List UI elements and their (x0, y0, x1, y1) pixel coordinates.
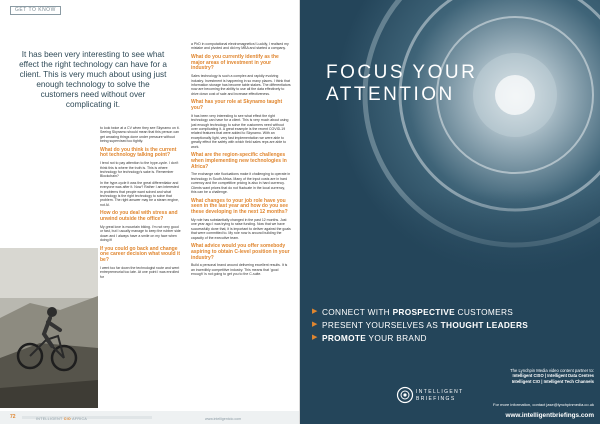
publication-name (36, 417, 87, 421)
benefit-text: PRESENT YOURSELVES AS THOUGHT LEADERS (322, 319, 529, 330)
benefit-item (312, 318, 592, 331)
page-number: 72 (10, 414, 16, 420)
paragraph: Build a personal brand around delivering excellent results. It is an incredibly competitive industry. This means that 'good enough' is not going to get you to the C-suite. (191, 263, 288, 277)
paragraph: a PhD in computational electromagnetics! Luckily, I realised my mistake and pivoted and did my MBA and started a company. (191, 42, 289, 51)
paragraph: My great love is mountain biking. I'm not very good or fast, but I usually manage to keep the rubber side down and I always have a smile on my face when doing it! (100, 224, 181, 243)
question-heading: What changes to your job role have you seen in the last year and how do you see these developing in the next 12 months? (191, 197, 288, 216)
benefit-text: CONNECT WITH PROSPECTIVE CUSTOMERS (322, 306, 514, 317)
mountain-bike-photo (0, 248, 98, 408)
question-heading: If you could go back and change one career decision what would it be? (100, 245, 181, 264)
contact-line[interactable]: For more information, contact jase@lynchpinmedia.co.uk (493, 402, 594, 407)
headline-line-2: ATTENTION (326, 84, 455, 105)
advert-page (300, 0, 600, 424)
article-column-2 (191, 42, 291, 279)
page-footer (0, 411, 300, 424)
arrow-icon: ▶ (312, 321, 318, 328)
benefit-list (312, 305, 592, 344)
partner-line: Intelligent CISO | Intelligent Data Centres (512, 373, 594, 379)
question-heading: What are the region-specific challenges when implementing new technologies in Africa? (191, 152, 287, 170)
partner-block (468, 368, 594, 384)
question-heading: What do you currently identify as the major areas of investment in your industry? (191, 53, 279, 72)
intelligent-briefings-logo-icon (396, 386, 414, 404)
question-heading: What do you think is the current hot technology talking point? (100, 146, 177, 159)
paragraph: I went too far down the technologist route and went entrepreneurial too late. At one point I was enrolled for (100, 265, 180, 279)
logo-line-2: BRIEFINGS (416, 395, 456, 402)
headline-line-1: FOCUS YOUR (326, 62, 478, 83)
partner-line: Intelligent CIO | Intelligent Tech Channels (511, 378, 594, 384)
benefit-item (312, 305, 592, 318)
paragraph: The exchange rate fluctuations make it challenging to operate in technology in South Africa. Many of the input costs are in hard currency and the competitive pricing is also in hard currency. Clients want prices that do not fluctuate in the local currency, this can be a challenge. (191, 172, 291, 195)
ad-headline (326, 62, 586, 106)
footer-url[interactable]: www.intelligentcio.com (205, 417, 242, 421)
publication-prefix: INTELLIGENT (36, 417, 63, 421)
brand-logo-text (416, 389, 464, 402)
pull-quote: It has been very interesting to see what effect the right technology can have for a client. This is very much about using just enough technology to solve the customers need without over complicating it. (19, 50, 167, 109)
paragraph: Sales technology is such a complex and rapidly evolving industry. Investment is happening in so many places. I think that information storage has become table stakes. The differentiators now are becoming the ability to use all the data effectively to drive down cost of sale and increase effectiveness. (191, 74, 291, 96)
benefit-text: PROMOTE YOUR BRAND (322, 332, 427, 343)
website-link[interactable]: www.intelligentbriefings.com (505, 412, 594, 419)
cyclist-illustration (0, 248, 98, 408)
publication-highlight: CIO (63, 417, 72, 421)
advertisement (300, 0, 600, 424)
arrow-icon: ▶ (312, 334, 318, 341)
publication-suffix: AFRICA (72, 417, 88, 421)
question-heading: What has your role at Skynamo taught you? (191, 99, 283, 112)
paragraph: My role has substantially changed in the past 12 months. Just one year ago I was trying to raise funding. Now that we have successfully done that, it is important to deliver against the goals that were committed to. My role now is around building the capacity of the executive team. (191, 217, 291, 240)
arrow-icon: ▶ (312, 308, 318, 315)
paragraph: It has been very interesting to see what effect the right technology can have for a client. This is very much about using just enough technology to solve the customers need without over complicating it. A great example is the recent COVID-19 related features that were added to Skynamo. With an exceptionally light, very fast implementation we were able to greatly effect the safety with which field sales reps are able to work. (191, 113, 289, 149)
paragraph: to look twice at a CV when they see Skynamo on it. Seeing Skynamo should mean that this person can get amazing things done under pressure without being supervised too tightly. (100, 126, 180, 144)
partner-intro: The Lynchpin Media video content partner to: (510, 368, 594, 373)
paragraph: In the hype-cycle it was the great differentiator and everyone was after it. Now? Rather I am interested in problems that people want solved and what technology is the right technology to solve that problem. The right answer may be a steam engine, not AI. (100, 180, 179, 207)
question-heading: What advice would you offer somebody aspiring to obtain C-level position in your industry? (191, 242, 290, 261)
paragraph: I tend not to pay attention to the hype-cycle. I don't think this is where the truth is. This is where technology for technology's sake is. Remember Blockchain? (100, 161, 179, 179)
article-column-1 (100, 126, 182, 281)
question-heading: How do you deal with stress and unwind outside the office? (100, 210, 178, 223)
logo-line-1: INTELLIGENT (416, 389, 464, 395)
benefit-item (312, 331, 592, 344)
section-tag: GET TO KNOW (10, 6, 61, 15)
